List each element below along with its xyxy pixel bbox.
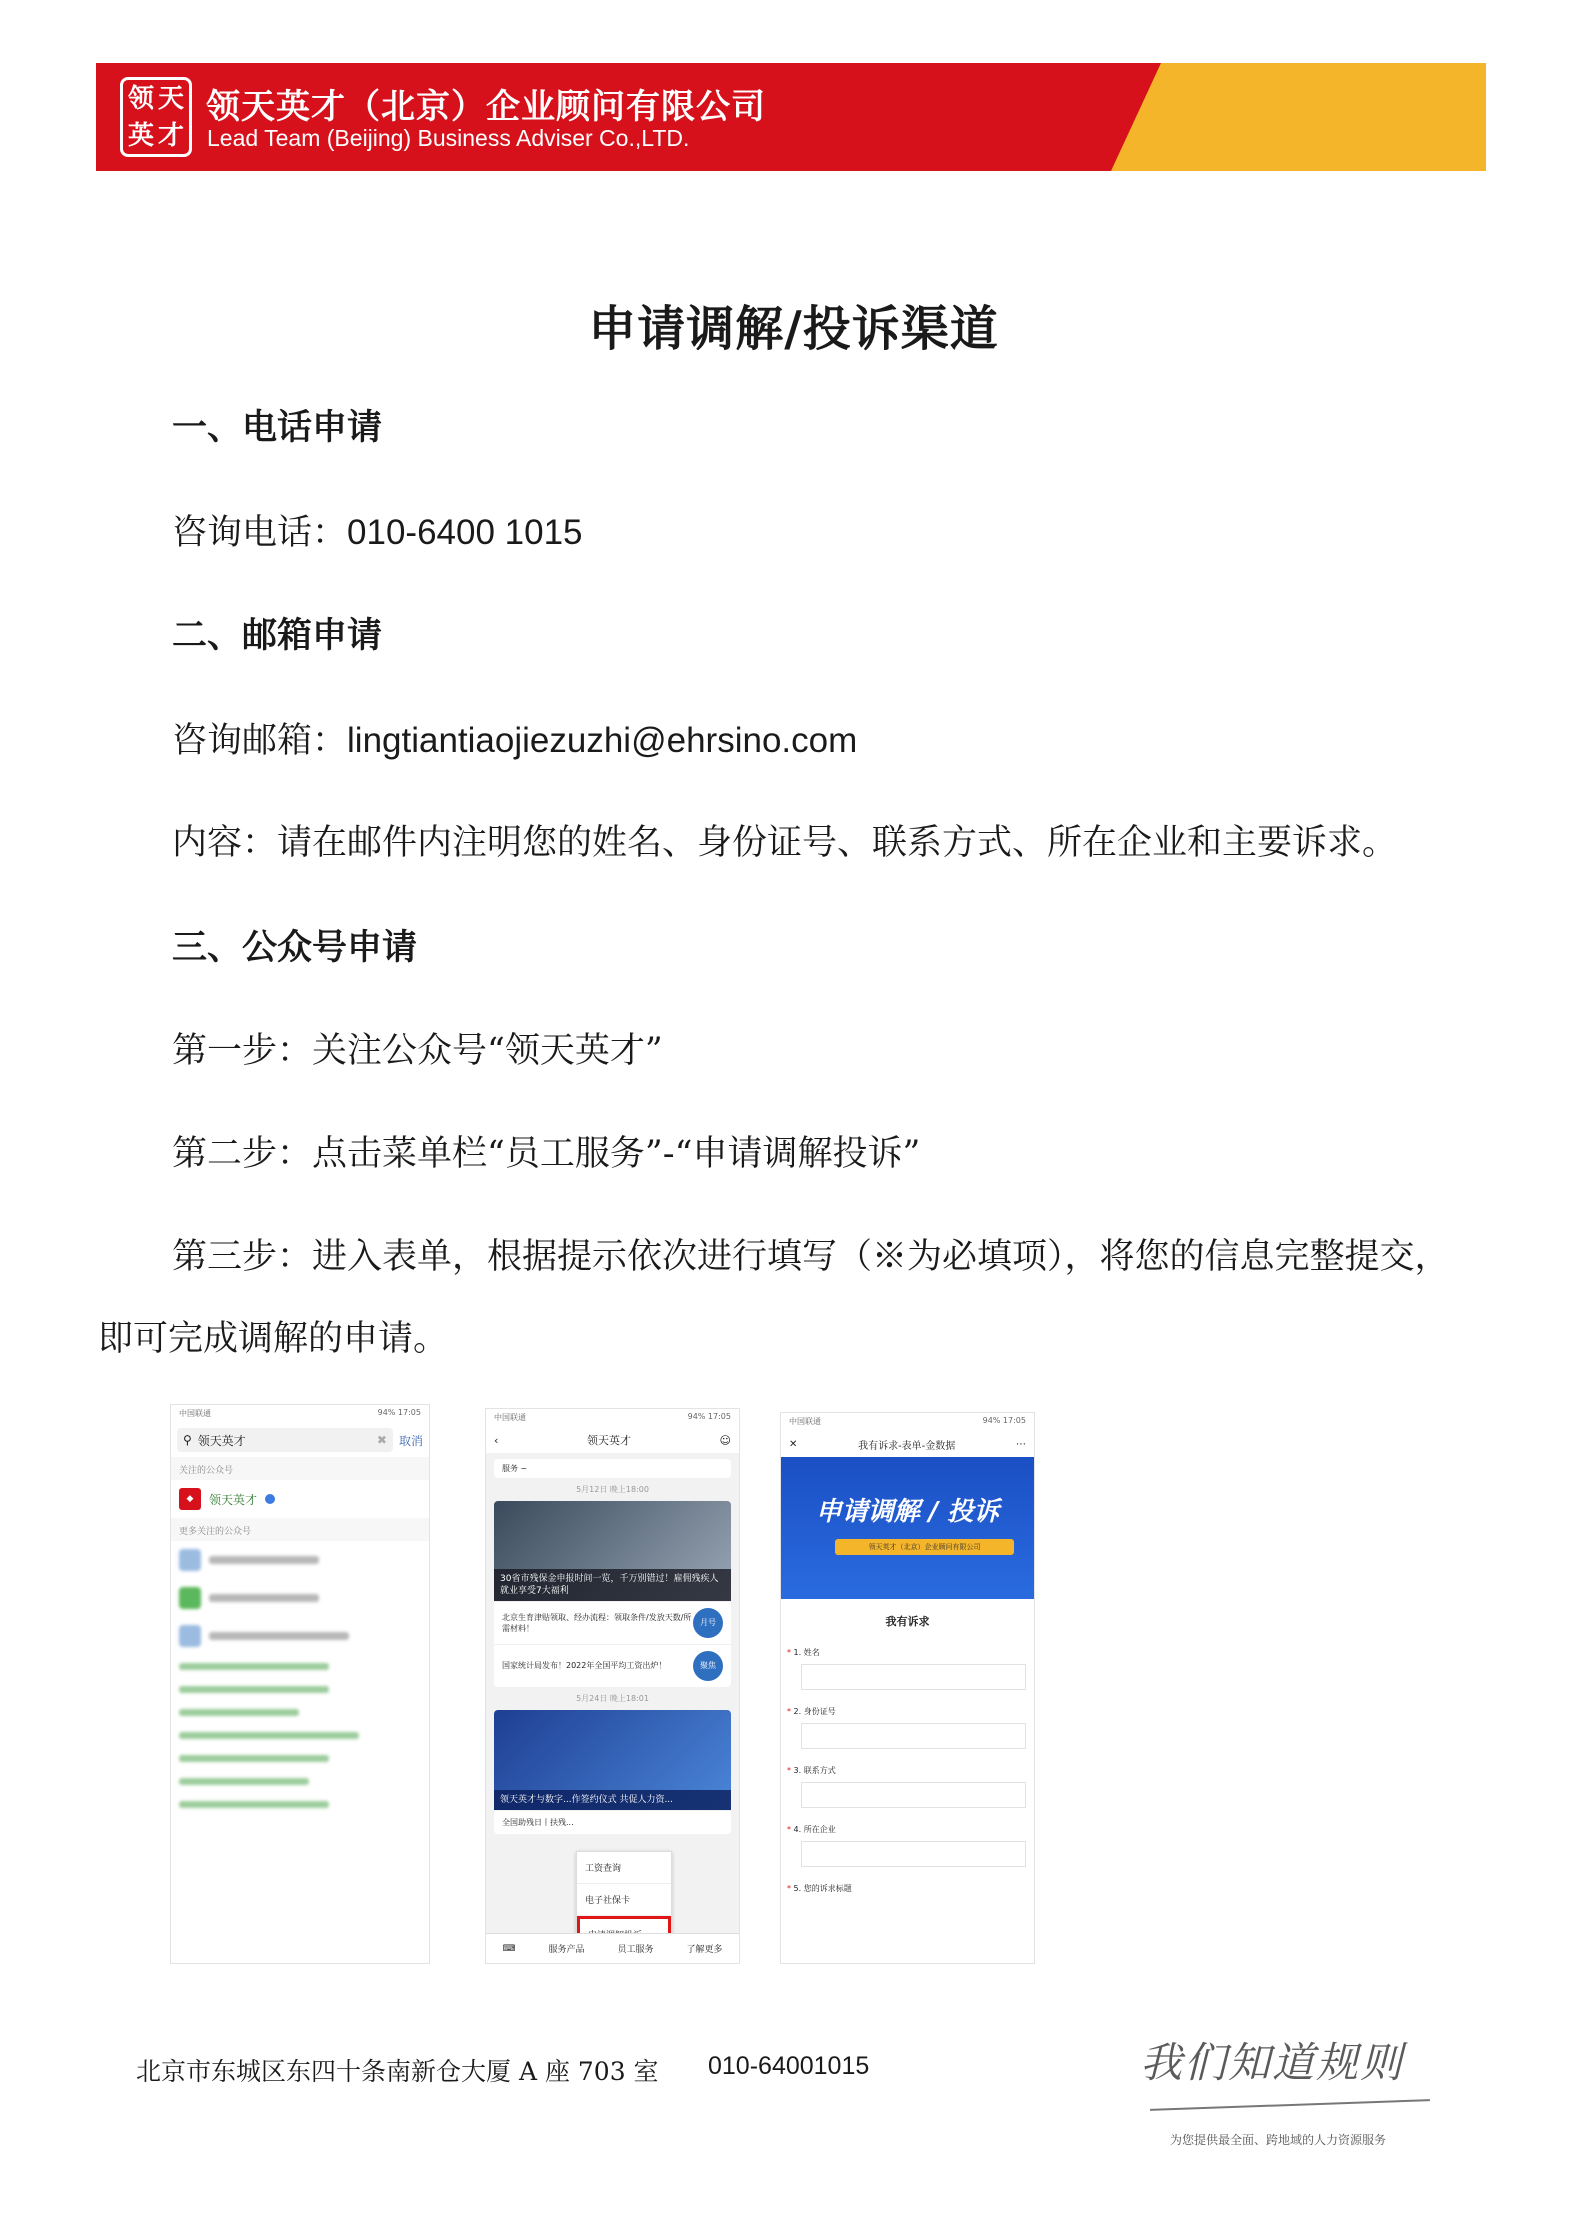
status-bar xyxy=(171,1405,429,1423)
form-field-id: * 2. 身份证号 xyxy=(781,1706,1034,1749)
name-input[interactable] xyxy=(801,1664,1026,1690)
list-item xyxy=(171,1541,429,1579)
email-line xyxy=(172,713,857,763)
field-label: 4. 所在企业 xyxy=(793,1825,836,1834)
form-field-name: * 1. 姓名 xyxy=(781,1647,1034,1690)
menu-item-salary[interactable]: 工资查询 xyxy=(577,1852,671,1884)
article-image xyxy=(494,1710,731,1810)
news-item[interactable] xyxy=(494,1601,731,1644)
status-bar xyxy=(486,1409,739,1427)
list-item xyxy=(171,1678,429,1701)
footer-address: 北京市东城区东四十条南新仓大厦 A 座 703 室 xyxy=(136,2057,659,2086)
company-input[interactable] xyxy=(801,1841,1026,1867)
search-bar xyxy=(177,1427,423,1453)
date-label: 5月24日 晚上18:01 xyxy=(576,1694,649,1703)
keyboard-icon[interactable]: ⌨ xyxy=(502,1943,516,1954)
news-text: 国家统计局发布！2022年全国平均工资出炉！ xyxy=(502,1661,667,1671)
footer-slogan: 我们知道规则 xyxy=(1140,2038,1405,2087)
id-input[interactable] xyxy=(801,1723,1026,1749)
form-banner-subtitle: 领天英才（北京）企业顾问有限公司 xyxy=(835,1539,1014,1555)
search-value: 领天英才 xyxy=(197,1433,246,1448)
screenshot-form xyxy=(780,1412,1035,1964)
battery-time: 94% 17:05 xyxy=(377,1408,421,1417)
list-item xyxy=(171,1655,429,1678)
article-caption: 30省市残保金申报时间一览，千万别错过！雇佣残疾人就业享受7大福利 xyxy=(494,1569,731,1601)
company-logo xyxy=(120,77,192,157)
logo-char: 才 xyxy=(157,120,184,151)
tab-products[interactable]: 服务产品 xyxy=(548,1945,585,1955)
tab-employee-service[interactable]: 员工服务 xyxy=(617,1945,654,1955)
screenshot-account-menu xyxy=(485,1408,740,1964)
logo-char: 天 xyxy=(157,83,184,114)
page-title: 申请调解/投诉渠道 xyxy=(588,301,999,357)
field-label: 1. 姓名 xyxy=(793,1648,820,1657)
company-name-cn: 领天英才（北京）企业顾问有限公司 xyxy=(206,87,766,127)
battery-time: 94% 17:05 xyxy=(982,1416,1026,1425)
field-label: 2. 身份证号 xyxy=(793,1707,836,1716)
footer-slogan-sub: 为您提供最全面、跨地域的人力资源服务 xyxy=(1170,2133,1387,2147)
news-item[interactable] xyxy=(494,1810,731,1834)
list-item xyxy=(171,1770,429,1793)
verified-icon xyxy=(265,1494,275,1504)
section-label: 关注的公众号 xyxy=(171,1457,429,1480)
back-icon[interactable]: ‹ xyxy=(494,1433,499,1447)
list-item xyxy=(171,1747,429,1770)
screenshot-search xyxy=(170,1404,430,1964)
section-heading-email: 二、邮箱申请 xyxy=(172,615,383,656)
search-icon: ⚲ xyxy=(183,1433,192,1447)
bottom-menu-bar xyxy=(486,1933,739,1963)
news-text: 全国助残日丨扶残... xyxy=(502,1818,574,1827)
field-label: 5. 您的诉求标题 xyxy=(793,1884,852,1893)
news-item[interactable] xyxy=(494,1644,731,1687)
email-content-note: 内容：请在邮件内注明您的姓名、身份证号、联系方式、所在企业和主要诉求。 xyxy=(172,823,1398,863)
news-thumb: 月号 xyxy=(693,1608,723,1638)
news-thumb: 聚焦 xyxy=(693,1651,723,1681)
article-image xyxy=(494,1501,731,1601)
nav-title: 领天英才 xyxy=(586,1434,631,1447)
banner-yellow-band xyxy=(1111,63,1486,171)
form-field-contact: * 3. 联系方式 xyxy=(781,1765,1034,1808)
phone-line xyxy=(172,505,583,555)
close-icon[interactable]: ✕ xyxy=(789,1438,798,1450)
list-item xyxy=(171,1579,429,1617)
list-item xyxy=(171,1617,429,1655)
form-field-subject: * 5. 您的诉求标题 xyxy=(787,1884,852,1893)
tab-learn-more[interactable]: 了解更多 xyxy=(686,1945,723,1955)
email-address[interactable]: lingtiantiaojiezuzhi@ehrsino.com xyxy=(347,721,858,760)
news-text: 北京生育津贴领取、经办流程：领取条件/发放天数/所需材料！ xyxy=(502,1612,692,1633)
form-title: 我有诉求 xyxy=(885,1615,930,1628)
carrier-text: 中国联通 xyxy=(789,1417,821,1426)
list-item xyxy=(171,1724,429,1747)
field-label: 3. 联系方式 xyxy=(793,1766,836,1775)
account-result[interactable] xyxy=(171,1480,429,1518)
account-name: 领天英才 xyxy=(209,1492,258,1507)
clear-icon[interactable]: ✖ xyxy=(376,1433,387,1447)
status-bar xyxy=(781,1413,1034,1431)
step-3-line-2: 即可完成调解的申请。 xyxy=(98,1319,449,1359)
search-input[interactable] xyxy=(177,1428,393,1452)
more-icon[interactable]: ⋯ xyxy=(1015,1438,1026,1450)
profile-icon[interactable]: ☺ xyxy=(719,1433,731,1447)
step-2: 第二步：点击菜单栏“员工服务”-“申请调解投诉” xyxy=(172,1134,921,1174)
slogan-underline xyxy=(1150,2099,1430,2111)
carrier-text: 中国联通 xyxy=(494,1413,526,1422)
nav-bar xyxy=(781,1431,1034,1457)
logo-char: 英 xyxy=(127,120,154,151)
account-avatar: ◆ xyxy=(179,1488,201,1510)
email-label: 咨询邮箱： xyxy=(172,721,348,761)
list-item xyxy=(171,1701,429,1724)
cancel-button[interactable]: 取消 xyxy=(398,1433,423,1448)
section-label: 更多关注的公众号 xyxy=(171,1518,429,1541)
nav-title: 我有诉求-表单-金数据 xyxy=(858,1440,956,1452)
contact-input[interactable] xyxy=(801,1782,1026,1808)
list-item xyxy=(171,1793,429,1816)
phone-label: 咨询电话： xyxy=(172,513,348,553)
phone-number: 010-6400 1015 xyxy=(347,513,583,552)
nav-bar xyxy=(486,1427,739,1453)
footer-phone: 010-64001015 xyxy=(708,2052,870,2080)
section-heading-wechat: 三、公众号申请 xyxy=(172,927,418,968)
article-caption: 领天英才与数字...作签约仪式 共促人力资... xyxy=(494,1790,731,1810)
form-banner xyxy=(781,1457,1034,1599)
logo-char: 领 xyxy=(127,83,154,114)
article-card[interactable] xyxy=(494,1501,731,1687)
service-snippet: 服务 ~ xyxy=(494,1459,731,1478)
form-banner-title: 申请调解 / 投诉 xyxy=(815,1497,1000,1527)
carrier-text: 中国联通 xyxy=(179,1409,211,1418)
header-banner xyxy=(96,63,1486,171)
step-1: 第一步：关注公众号“领天英才” xyxy=(172,1031,663,1071)
article-card[interactable] xyxy=(494,1710,731,1834)
section-heading-phone: 一、电话申请 xyxy=(172,407,383,448)
battery-time: 94% 17:05 xyxy=(687,1412,731,1421)
step-3-line-1: 第三步：进入表单，根据提示依次进行填写（※为必填项），将您的信息完整提交， xyxy=(172,1237,1450,1277)
company-name-en: Lead Team (Beijing) Business Adviser Co.,LTD. xyxy=(207,125,690,151)
menu-item-social-card[interactable]: 电子社保卡 xyxy=(577,1884,671,1916)
date-label: 5月12日 晚上18:00 xyxy=(576,1485,649,1494)
form-field-company: * 4. 所在企业 xyxy=(781,1824,1034,1867)
